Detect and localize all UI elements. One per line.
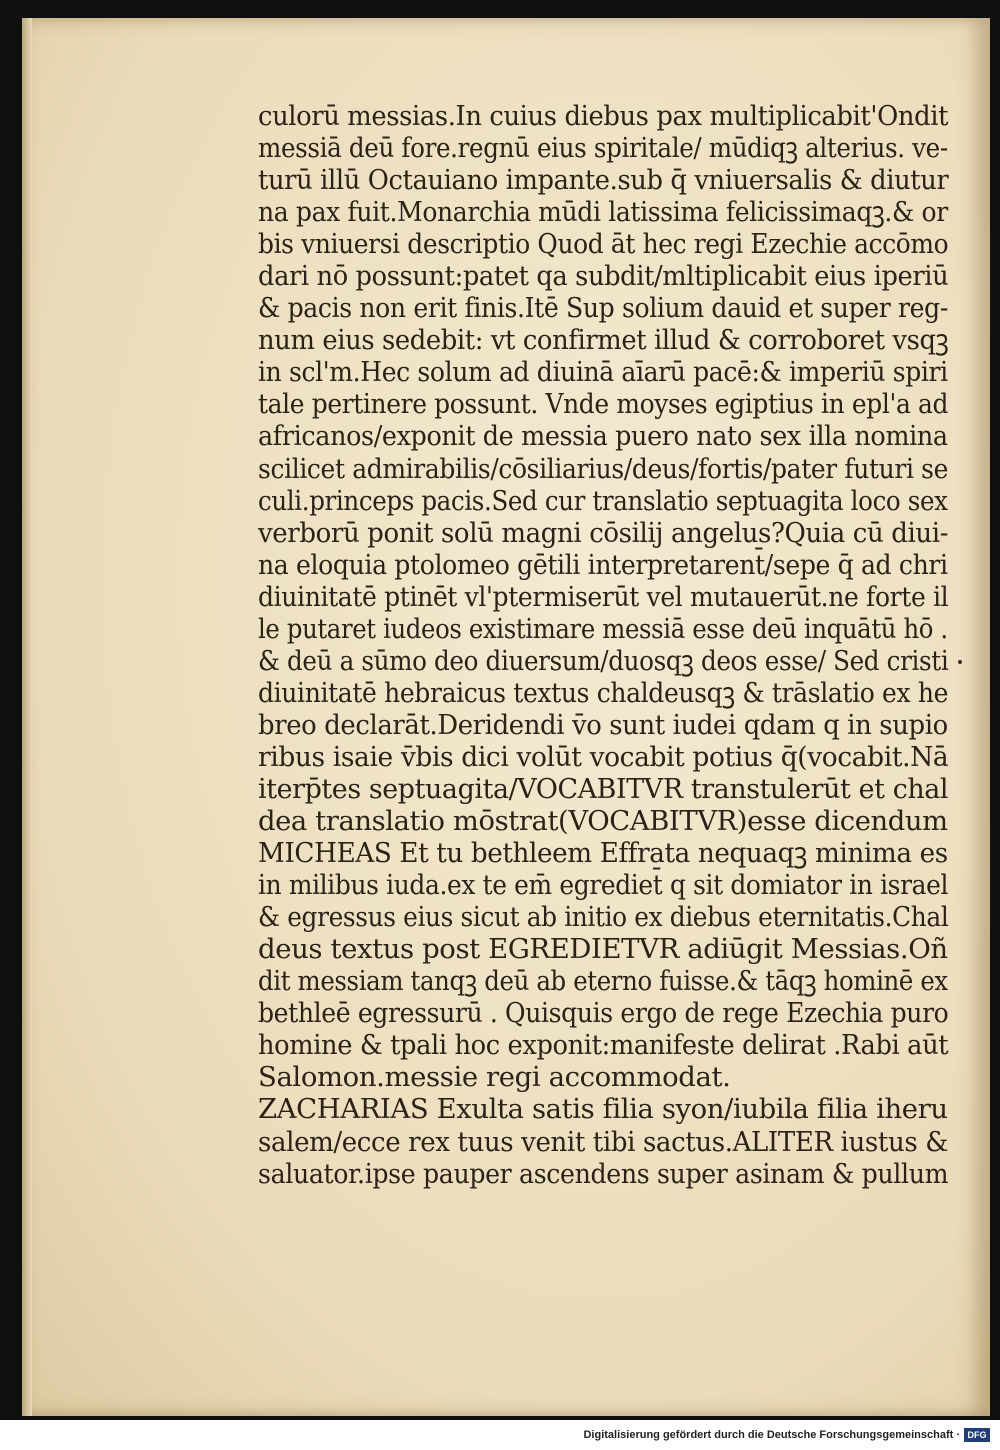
text-line: tale pertinere possunt. Vnde moyses egiptius in epl'a ad [258, 388, 949, 421]
text-line: africanos/exponit de messia puero nato sex illa nomina [258, 420, 948, 453]
text-line: ZACHARIAS Exulta satis filia syon/iubila filia iheru [258, 1093, 948, 1126]
text-line: dari nō possunt:patet qa subdit/mltiplicabit eius iperiū [258, 260, 949, 293]
text-line: ribus isaie v̄bis dici volūt vocabit potius q̄(vocabit.Nā [258, 740, 949, 773]
text-line: breo declarāt.Deridendi v̄o sunt iudei qdam q in supio [258, 708, 948, 741]
text-line: na eloquia ptolomeo gētili interpretarent̄/sepe q̄ ad chri [258, 548, 948, 581]
text-line: iterp̄tes septuagita/VOCABITVR transtulerūt et chal [258, 772, 949, 805]
text-line: & egressus eius sicut ab initio ex diebus eternitatis.Chal [258, 901, 949, 934]
text-line: dea translatio mōstrat(VOCABITVR)esse dicendum [258, 805, 948, 838]
text-line: in milibus iuda.ex te em̄ egrediet̄ q sit domiator in israel [258, 869, 949, 902]
text-line: scilicet admirabilis/cōsiliarius/deus/fortis/pater futuri se [258, 452, 949, 485]
text-line: culorū messias.In cuius diebus pax multiplicabit'Ondit [258, 100, 949, 132]
text-line: le putaret iudeos existimare messiā esse deū inquātū hō . [258, 612, 948, 645]
text-line: diuinitatē ptinēt vl'ptermiserūt vel mutauerūt.ne forte il [258, 580, 949, 613]
text-line: & pacis non erit finis.Itē Sup solium dauid et super reg- [258, 292, 948, 325]
page-gutter-edge [22, 18, 32, 1416]
text-line: dit messiam tanqꝫ deū ab eterno fuisse.& tāqꝫ hominē ex [258, 965, 948, 998]
text-line: salem/ecce rex tuus venit tibi sactus.ALITER iustus & [258, 1125, 948, 1158]
text-line: in scl'm.Hec solum ad diuinā aīarū pacē:& imperiū spiri [258, 356, 948, 389]
text-line: turū illū Octauiano impante.sub q̄ vniuersalis & diutur [258, 164, 949, 197]
footer-bar [0, 1420, 1000, 1450]
text-line: deus textus post EGREDIETVR adiūgit Messias.Oñ [258, 933, 948, 966]
text-line: & deū a sūmo deo diuersum/duosqꝫ deos esse/ Sed cristi [258, 644, 949, 677]
text-line: saluator.ipse pauper ascendens super asinam & pullum [258, 1157, 949, 1190]
text-line: culi.princeps pacis.Sed cur translatio septuagita loco sex [258, 484, 948, 517]
text-line: num eius sedebit: vt confirmet illud & corroboret vsqꝫ [258, 324, 949, 357]
text-line: MICHEAS Et tu bethleem Effrata nequaqꝫ minima es [258, 837, 948, 870]
text-line: messiā deū fore.regnū eius spiritale/ mūdiqꝫ alterius. ve- [258, 132, 948, 165]
text-line: diuinitatē hebraicus textus chaldeusqꝫ & trāslatio ex he [258, 676, 949, 709]
text-line: Salomon.messie regi accommodat. [258, 1061, 731, 1094]
ink-speck [958, 660, 962, 664]
text-line: bis vniuersi descriptio Quod āt hec regi Ezechie accōmo [258, 228, 949, 261]
text-line: na pax fuit.Monarchia mūdi latissima felicissimaqꝫ.& or [258, 196, 948, 229]
text-line: homine & tpali hoc exponit:manifeste delirat .Rabi aūt [258, 1029, 949, 1062]
footer-credit: Digitalisierung gefördert durch die Deutsche Forschungsgemeinschaft · [583, 1429, 960, 1441]
dfg-logo-icon: DFG [964, 1428, 990, 1442]
text-line: verborū ponit solū magni cōsilij angelus?Quia cū diui- [258, 516, 949, 549]
page-text-block [258, 100, 948, 1190]
text-line: bethleē egressurū . Quisquis ergo de rege Ezechia puro [258, 997, 949, 1030]
